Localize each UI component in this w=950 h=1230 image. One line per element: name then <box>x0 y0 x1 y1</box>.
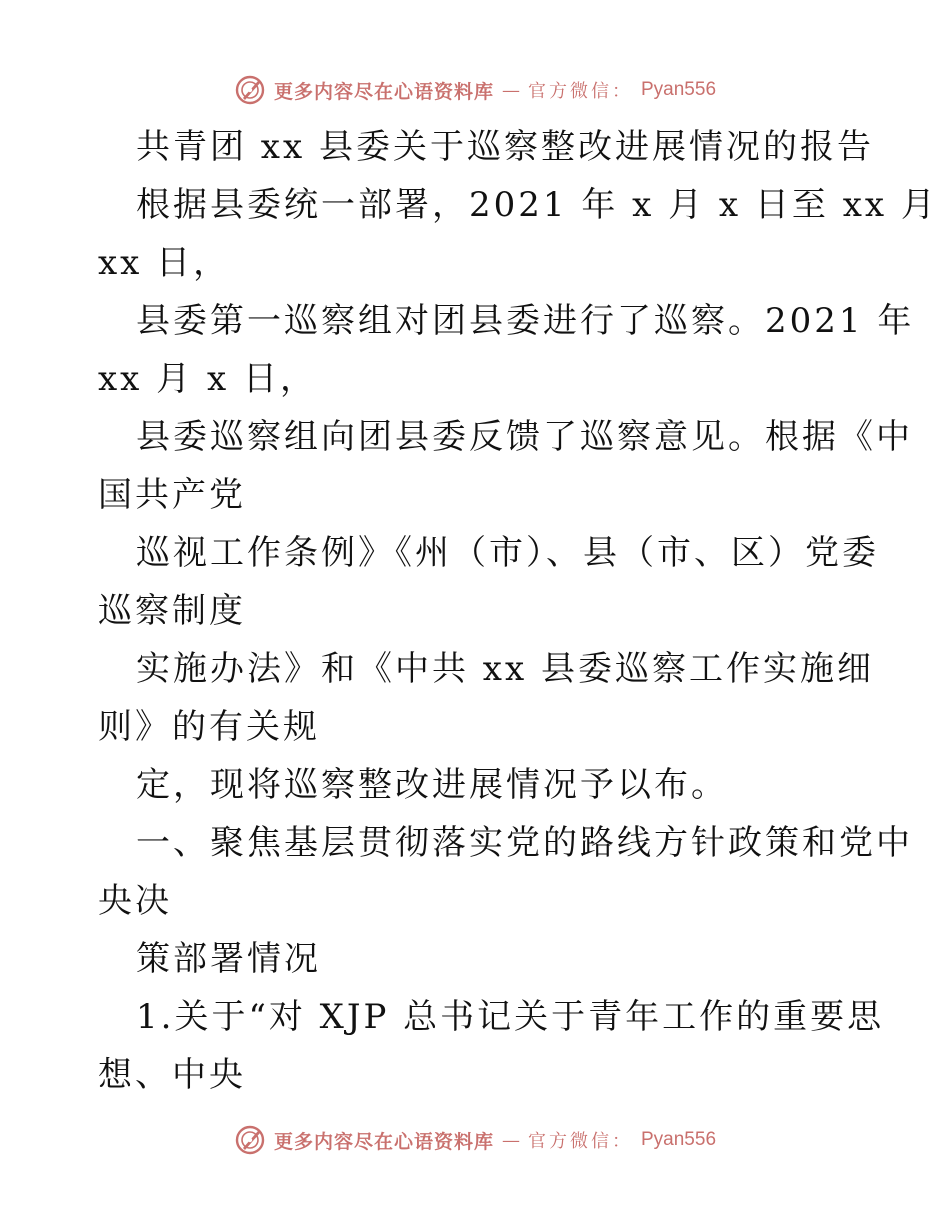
watermark-wechat-id: Pyan556 <box>641 79 717 100</box>
document-line: 则》的有关规 <box>98 707 320 747</box>
document-line: 1.关于“对 XJP 总书记关于青年工作的重要思 <box>136 997 885 1037</box>
document-line: 共青团 xx 县委关于巡察整改进展情况的报告 <box>136 127 874 167</box>
watermark-wechat-id: Pyan556 <box>641 1129 717 1150</box>
watermark-site-text: 更多内容尽在心语资料库 <box>273 1130 494 1153</box>
document-line: 巡视工作条例》《州（市）、县（市、区）党委 <box>136 533 879 573</box>
document-line: 一、聚焦基层贯彻落实党的路线方针政策和党中 <box>136 823 913 863</box>
watermark-banner-top <box>0 70 950 110</box>
watermark-banner-bottom <box>0 1120 950 1160</box>
document-line: 定，现将巡察整改进展情况予以布。 <box>136 765 728 805</box>
seal-logo-icon <box>234 74 266 106</box>
document-line: 想、中央 <box>98 1055 246 1095</box>
seal-logo-icon <box>234 1124 266 1156</box>
watermark-wechat-label: 官方微信： <box>528 81 633 102</box>
document-body <box>98 118 938 1104</box>
document-line: 县委第一巡察组对团县委进行了巡察。2021 年 <box>136 301 915 341</box>
document-line: 央决 <box>98 881 172 921</box>
watermark-wechat-label: 官方微信： <box>528 1131 633 1152</box>
document-line: 县委巡察组向团县委反馈了巡察意见。根据《中 <box>136 417 913 457</box>
document-line: 根据县委统一部署，2021 年 x 月 x 日至 xx 月 <box>136 185 938 225</box>
watermark-site-text: 更多内容尽在心语资料库 <box>273 80 494 103</box>
document-line: xx 月 x 日， <box>98 359 317 399</box>
watermark-dash: — <box>502 79 520 101</box>
document-line: 巡察制度 <box>98 591 246 631</box>
watermark-dash: — <box>502 1129 520 1151</box>
document-line: 策部署情况 <box>136 939 321 979</box>
document-line: 实施办法》和《中共 xx 县委巡察工作实施细 <box>136 649 874 689</box>
document-line: xx 日， <box>98 243 231 283</box>
document-line: 国共产党 <box>98 475 246 515</box>
